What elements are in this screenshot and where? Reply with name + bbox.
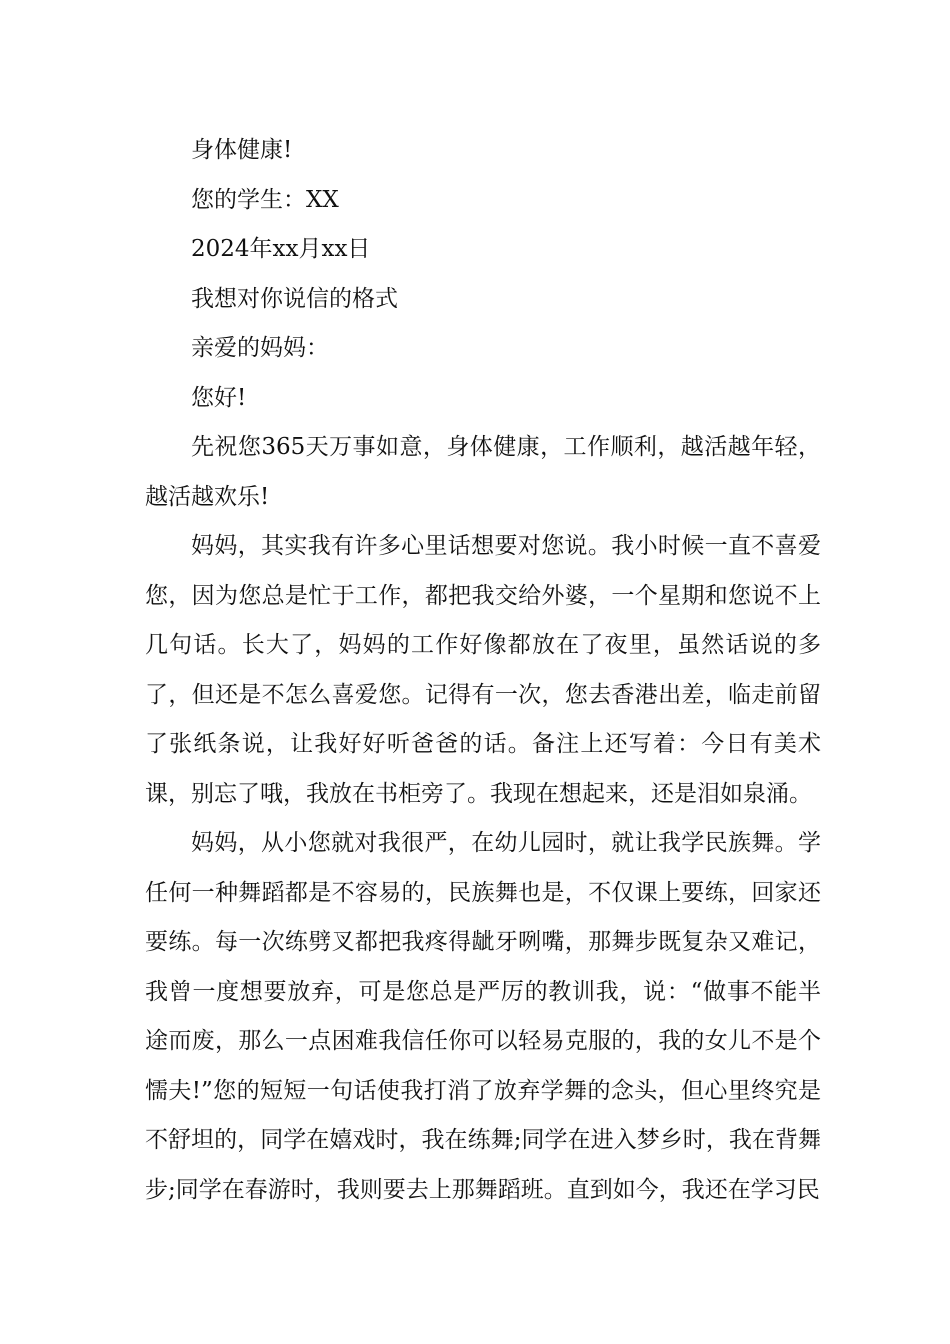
date-line: 2024年xx月xx日 bbox=[191, 236, 371, 262]
body-paragraph: 先祝您365天万事如意，身体健康，工作顺利，越活越年轻，越活越欢乐! bbox=[145, 434, 821, 510]
body-paragraph: 妈妈，从小您就对我很严，在幼儿园时，就让我学民族舞。学任何一种舞蹈都是不容易的，民族舞也是，不仅课上要练，回家还要练。每一次练劈叉都把我疼得龇牙咧嘴，那舞步既复杂又难记，我曾一度想要放弃，可是您总是严厉的教训我，说：“做事不能半途而废，那么一点困难我信任你可以轻易克服的，我的女儿不是个懦夫!”您的短短一句话使我打消了放弃学舞的念头，但心里终究是不舒坦的，同学在嬉戏时，我在练舞;同学在进入梦乡时，我在背舞步;同学在春游时，我则要去上那舞蹈班。直到如今，我还在学习民 bbox=[145, 830, 821, 1203]
salutation: 亲爱的妈妈： bbox=[191, 335, 329, 361]
body-paragraph: 妈妈，其实我有许多心里话想要对您说。我小时候一直不喜爱您，因为您总是忙于工作，都把我交给外婆，一个星期和您说不上几句话。长大了，妈妈的工作好像都放在了夜里，虽然话说的多了，但还是不怎么喜爱您。记得有一次，您去香港出差，临走前留了张纸条说，让我好好听爸爸的话。备注上还写着：今日有美术课，别忘了哦，我放在书柜旁了。我现在想起来，还是泪如泉涌。 bbox=[145, 533, 821, 807]
letter-body bbox=[145, 126, 821, 1215]
greeting: 您好! bbox=[191, 384, 247, 411]
section-heading: 我想对你说信的格式 bbox=[191, 285, 398, 312]
closing-wish: 身体健康! bbox=[191, 137, 293, 163]
signature-line: 您的学生：XX bbox=[191, 186, 339, 213]
